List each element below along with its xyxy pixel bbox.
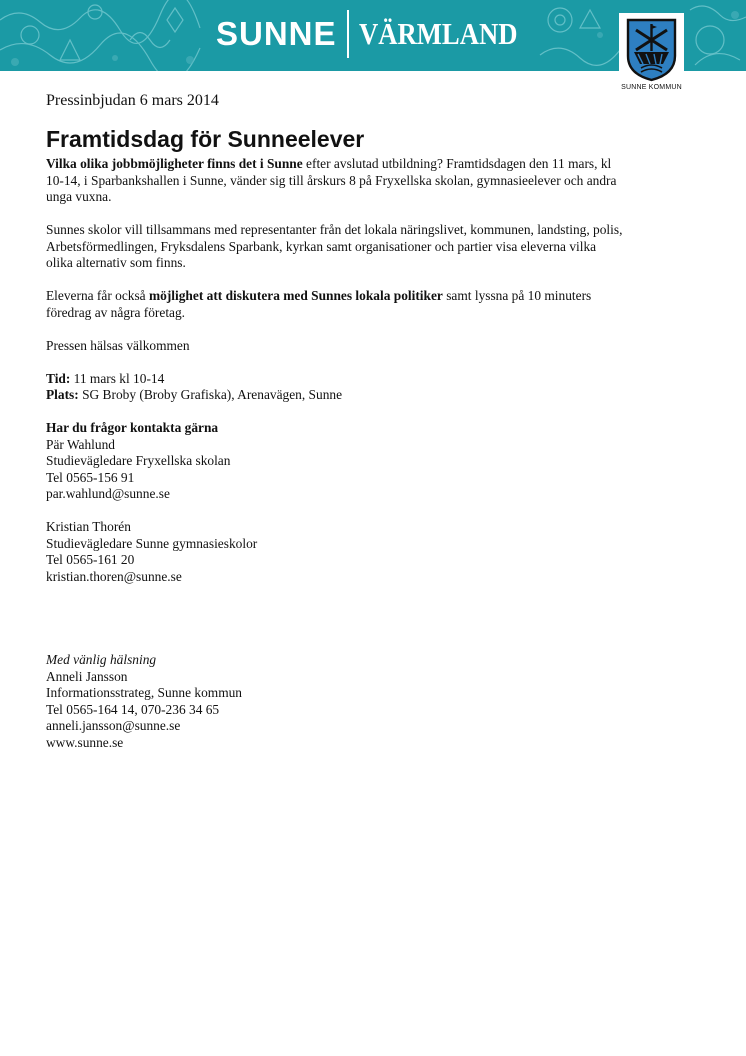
signoff-name: Anneli Jansson: [46, 668, 128, 684]
contact2-name: Kristian Thorén: [46, 519, 131, 534]
para3-end: samt lyssna på 10 minuters föredrag av några företag.: [46, 288, 592, 320]
press-welcome: Pressen hälsas välkommen: [46, 337, 190, 353]
contact1-role: Studievägledare Fryxellska skolan: [46, 453, 231, 468]
press-release-body: [46, 90, 626, 751]
signoff-phone: Tel 0565-164 14, 070-236 34 65: [46, 701, 220, 717]
event-place: [46, 387, 626, 404]
signoff-greeting: [46, 652, 626, 669]
brand-logo: [216, 8, 543, 60]
place-label: Plats:: [46, 387, 79, 402]
place-value: SG Broby (Broby Grafiska), Arenavägen, Sunne: [78, 387, 343, 402]
para3-bold: möjlighet att diskutera med Sunnes lokala politiker: [148, 288, 443, 303]
signoff-email[interactable]: anneli.jansson@sunne.se: [46, 718, 181, 733]
contact2-role: Studievägledare Sunne gymnasieskolor: [46, 535, 258, 551]
intro-text: efter avslutad utbildning? Framtidsdagen den 11 mars, kl 10-14, i Sparbankshallen i Sunne, vänder sig till årskurs 8 på Fryxellska skolan, gymnasieelever och andra unga vuxna.: [46, 156, 617, 204]
contact2-phone: Tel 0565-161 20: [46, 552, 135, 567]
brand-divider: [347, 10, 349, 58]
contact1-phone: Tel 0565-156 91: [46, 469, 135, 485]
contact1-name: Pär Wahlund: [46, 436, 115, 452]
para3-start: Eleverna får också: [46, 288, 149, 303]
paragraph-politicians: [46, 288, 626, 321]
press-date: Pressinbjudan 6 mars 2014: [46, 92, 219, 109]
intro-bold: Vilka olika jobbmöjligheter finns det i Sunne: [46, 156, 303, 171]
page-title: Framtidsdag för Sunneelever: [46, 126, 365, 152]
time-label: Tid:: [46, 370, 71, 386]
contact1-email[interactable]: par.wahlund@sunne.se: [46, 486, 170, 501]
municipality-crest: [619, 13, 684, 93]
signoff-website[interactable]: www.sunne.se: [46, 734, 124, 750]
time-value: 11 mars kl 10-14: [70, 370, 165, 386]
signoff-greeting-text: Med vänlig hälsning: [46, 652, 157, 667]
contact-heading: [46, 420, 626, 437]
coat-of-arms-icon: [626, 18, 677, 82]
intro-paragraph: [46, 156, 626, 206]
contact-heading-text: Har du frågor kontakta gärna: [46, 420, 219, 435]
brand-sunne: SUNNE: [216, 15, 337, 52]
paragraph-schools: Sunnes skolor vill tillsammans med representanter från det lokala näringslivet, kommunen, landsting, polis, Arbetsförmedlingen, Fryksdalens Sparbank, kyrkan samt organisationer och partier visa eleverna vilka olika alternativ som finns.: [46, 222, 623, 270]
crest-caption: SUNNE KOMMUN: [621, 84, 682, 91]
contact2-email[interactable]: kristian.thoren@sunne.se: [46, 568, 182, 584]
brand-varmland: VÄRMLAND: [358, 16, 517, 51]
event-time: [46, 371, 626, 388]
signoff-title: Informationsstrateg, Sunne kommun: [46, 685, 242, 700]
